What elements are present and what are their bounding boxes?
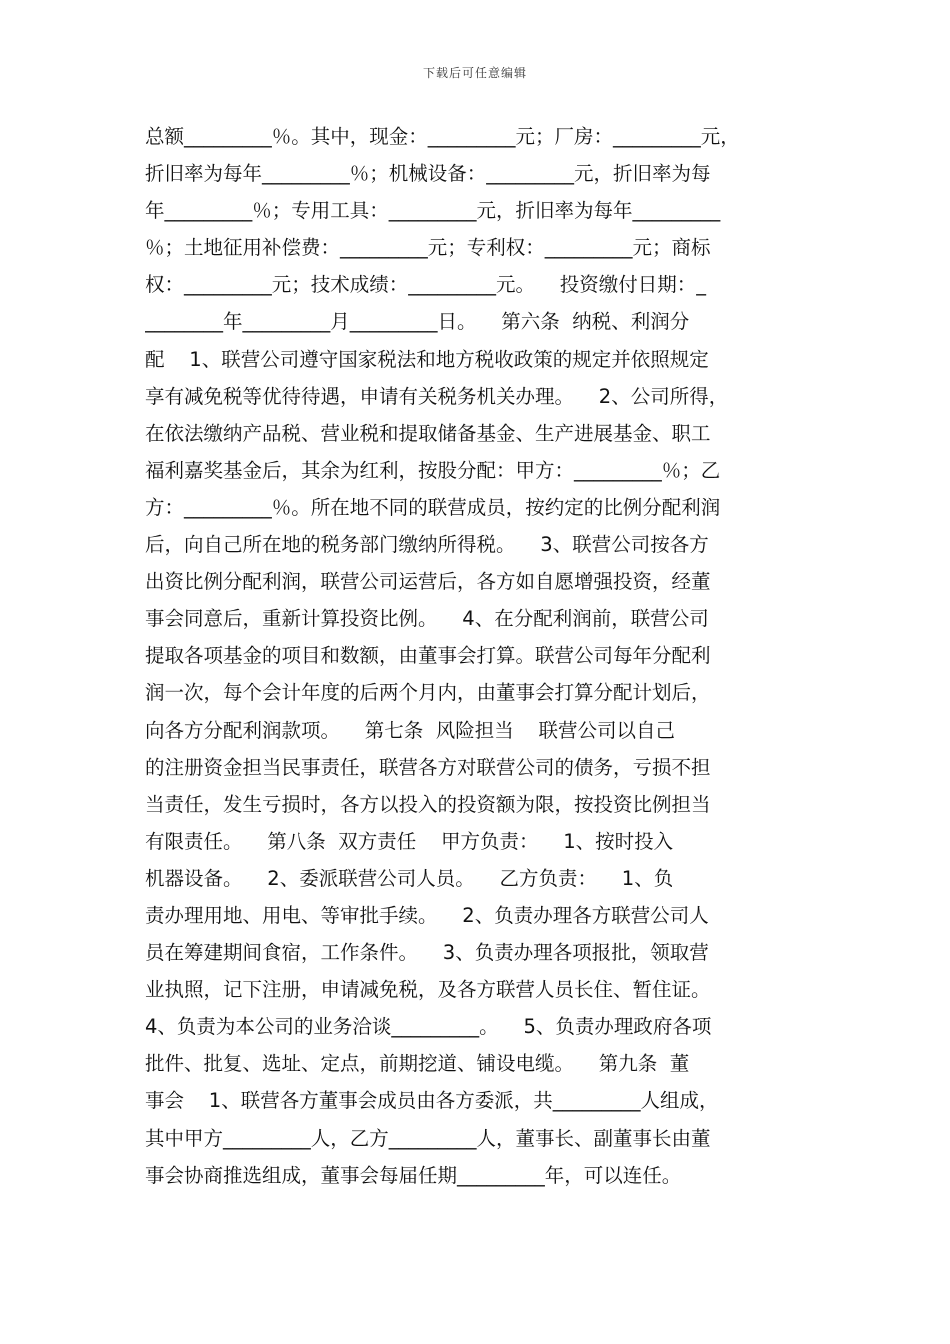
text-line: 事会同意后，重新计算投资比例。 4、在分配利润前，联营公司 xyxy=(145,607,709,631)
text-line: 机器设备。 2、委派联营公司人员。 乙方负责： 1、负 xyxy=(145,866,674,890)
text-line: 配 1、联营公司遵守国家税法和地方税收政策的规定并依照规定 xyxy=(145,347,709,371)
text-line: 业执照，记下注册，申请减免税，及各方联营人员长住、暂住证。 xyxy=(145,978,711,1002)
text-line: 权：_________元；技术成绩：_________元。 投资缴付日期：_ xyxy=(145,273,707,297)
text-line: 事会 1、联营各方董事会成员由各方委派，共_________人组成， xyxy=(145,1089,719,1113)
text-line: 折旧率为每年_________％；机械设备：_________元，折旧率为每 xyxy=(145,162,711,186)
text-line: 事会协商推选组成，董事会每届任期_________年，可以连任。 xyxy=(145,1163,682,1187)
text-line: 有限责任。 第八条 双方责任 甲方负责： 1、按时投入 xyxy=(145,829,674,853)
page-header: 下载后可任意编辑 xyxy=(422,66,527,80)
text-line: 后，向自己所在地的税务部门缴纳所得税。 3、联营公司按各方 xyxy=(145,533,709,557)
text-line: 当责任，发生亏损时，各方以投入的投资额为限，按投资比例担当 xyxy=(145,792,711,816)
text-line: 责办理用地、用电、等审批手续。 2、负责办理各方联营公司人 xyxy=(145,903,709,927)
text-line: 润一次，每个会计年度的后两个月内，由董事会打算分配计划后， xyxy=(145,681,711,705)
text-line: 向各方分配利润款项。 第七条 风险担当 联营公司以自己 xyxy=(145,718,675,742)
contract-body xyxy=(145,118,813,1194)
text-line: 的注册资金担当民事责任，联营各方对联营公司的债务，亏损不担 xyxy=(145,755,711,779)
text-line: 方：_________％。所在地不同的联营成员，按约定的比例分配利润 xyxy=(145,495,721,519)
text-line: ________年_________月_________日。 第六条 纳税、利润分 xyxy=(145,310,690,334)
text-line: 享有减免税等优待待遇，申请有关税务机关办理。 2、公司所得， xyxy=(145,384,729,408)
text-line: 其中甲方_________人，乙方_________人，董事长、副董事长由董 xyxy=(145,1126,711,1150)
text-line: 员在筹建期间食宿，工作条件。 3、负责办理各项报批，领取营 xyxy=(145,941,709,965)
text-line: 提取各项基金的项目和数额，由董事会打算。联营公司每年分配利 xyxy=(145,644,711,668)
text-line: 出资比例分配利润，联营公司运营后，各方如自愿增强投资，经董 xyxy=(145,570,711,594)
text-line: 福利嘉奖基金后，其余为红利，按股分配：甲方：_________％；乙 xyxy=(145,458,721,482)
text-line: 在依法缴纳产品税、营业税和提取储备基金、生产进展基金、职工 xyxy=(145,421,711,445)
text-line: ％；土地征用补偿费：_________元；专利权：_________元；商标 xyxy=(145,236,711,260)
text-line: 4、负责为本公司的业务洽谈_________。 5、负责办理政府各项 xyxy=(145,1015,712,1039)
text-line: 总额_________％。其中，现金：_________元；厂房：_________元， xyxy=(145,125,740,148)
text-line: 批件、批复、选址、定点，前期挖道、铺设电缆。 第九条 董 xyxy=(145,1052,690,1076)
text-line: 年_________％；专用工具：_________元，折旧率为每年_________ xyxy=(145,199,721,223)
